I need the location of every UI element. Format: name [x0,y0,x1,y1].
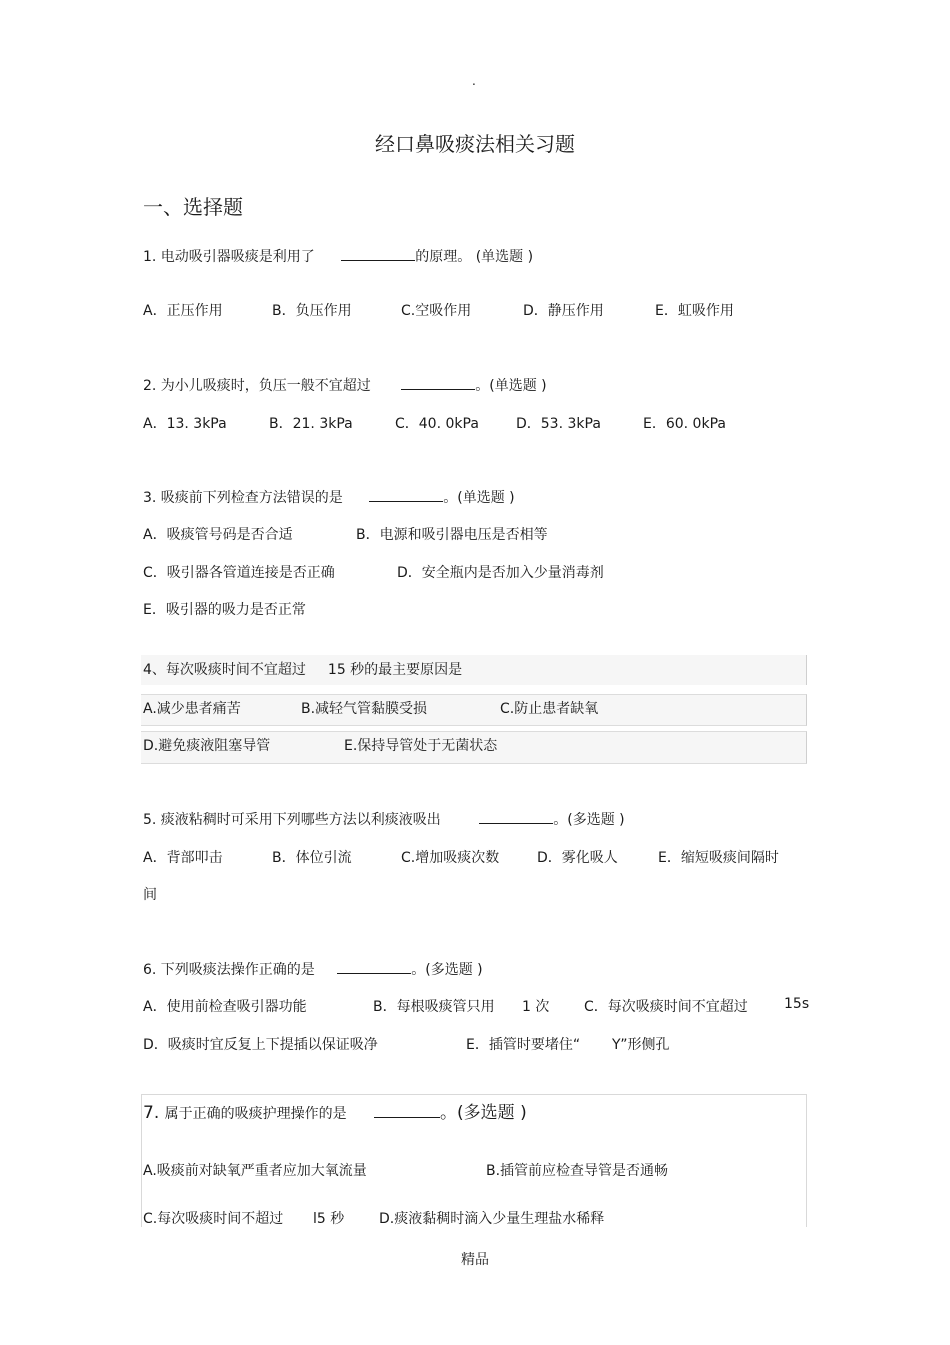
q2-option-a: A．13. 3kPa [143,416,227,432]
question-4-suffix: 15 秒的最主要原因是 [327,662,463,678]
answer-blank [337,959,411,974]
question-5-suffix: 。(多选题 ) [553,812,625,828]
q5-option-e-wrap: 间 [143,887,157,903]
question-3-text: 3. 吸痰前下列检查方法错误的是 [143,490,343,506]
q1-option-c: C.空吸作用 [401,303,472,319]
q7-option-c: C.每次吸痰时间不超过 [143,1211,284,1227]
header-dot: . [472,74,476,88]
question-4 [143,659,462,679]
answer-blank [374,1102,440,1118]
q7-option-c-value: l5 秒 [313,1211,345,1227]
q2-option-d: D．53. 3kPa [516,416,601,432]
q5-option-e: E．缩短吸痰间隔时 [658,850,779,866]
question-2-text: 2. 为小儿吸痰时，负压一般不宜超过 [143,378,371,394]
question-5-text: 5. 痰液粘稠时可采用下列哪些方法以利痰液吸出 [143,812,441,828]
answer-blank [369,487,443,502]
q4-option-b: B.减轻气管黏膜受损 [301,701,428,717]
q2-option-e: E．60. 0kPa [643,416,726,432]
q4-option-c: C.防止患者缺氧 [500,701,599,717]
q6-option-c-value: 15s [784,996,810,1012]
question-4-text: 4、每次吸痰时间不宜超过 [143,662,306,678]
q4-option-e: E.保持导管处于无菌状态 [344,738,498,754]
section-heading: 一、选择题 [143,195,243,219]
q5-option-d: D．雾化吸人 [537,850,618,866]
question-2-suffix: 。(单选题 ) [475,378,547,394]
q1-option-b: B．负压作用 [272,303,352,319]
question-3 [143,487,515,507]
q1-option-e: E．虹吸作用 [655,303,734,319]
question-6-suffix: 。(多选题 ) [411,962,483,978]
question-1 [143,246,533,266]
q3-option-e: E．吸引器的吸力是否正常 [143,602,306,618]
q4-option-a: A.减少患者痛苦 [143,701,241,717]
q1-option-d: D．静压作用 [523,303,604,319]
q6-option-e-value: Y”形侧孔 [612,1037,670,1053]
answer-blank [341,246,415,261]
question-1-suffix: 的原理。 (单选题 ) [415,249,534,265]
q6-option-d: D．吸痰时宜反复上下提插以保证吸净 [143,1037,378,1053]
q3-option-b: B．电源和吸引器电压是否相等 [356,527,548,543]
q7-option-a: A.吸痰前对缺氧严重者应加大氧流量 [143,1163,367,1179]
page-title: 经口鼻吸痰法相关习题 [375,132,575,156]
q2-option-b: B．21. 3kPa [269,416,353,432]
q6-option-e: E．插管时要堵住“ [466,1037,581,1053]
q5-option-b: B．体位引流 [272,850,352,866]
q3-option-c: C．吸引器各管道连接是否正确 [143,565,335,581]
q5-option-a: A．背部叩击 [143,850,223,866]
answer-blank [479,809,553,824]
question-1-text: 1. 电动吸引器吸痰是利用了 [143,249,315,265]
question-2 [143,375,547,395]
question-6-text: 6. 下列吸痰法操作正确的是 [143,962,315,978]
page-footer: 精品 [461,1252,489,1268]
question-7-text: 属于正确的吸痰护理操作的是 [164,1106,347,1122]
q5-option-c: C.增加吸痰次数 [401,850,500,866]
q6-option-a: A．使用前检查吸引器功能 [143,999,307,1015]
q1-option-a: A．正压作用 [143,303,223,319]
q7-option-d: D.痰液黏稠时滴入少量生理盐水稀释 [379,1211,605,1227]
answer-blank [401,375,475,390]
q6-option-b-value: 1 次 [522,999,550,1015]
q3-option-a: A．吸痰管号码是否合适 [143,527,293,543]
q7-option-b: B.插管前应检查导管是否通畅 [486,1163,669,1179]
question-7 [143,1098,527,1123]
question-6 [143,959,483,979]
question-7-suffix: 。(多选题 ) [440,1103,527,1123]
q2-option-c: C．40. 0kPa [395,416,479,432]
question-7-number: 7. [143,1103,160,1123]
q6-option-b: B．每根吸痰管只用 [373,999,495,1015]
q6-option-c: C．每次吸痰时间不宜超过 [584,999,748,1015]
q4-option-d: D.避免痰液阻塞导管 [143,738,271,754]
question-3-suffix: 。(单选题 ) [443,490,515,506]
q3-option-d: D．安全瓶内是否加入少量消毒剂 [397,565,604,581]
question-5 [143,809,625,829]
